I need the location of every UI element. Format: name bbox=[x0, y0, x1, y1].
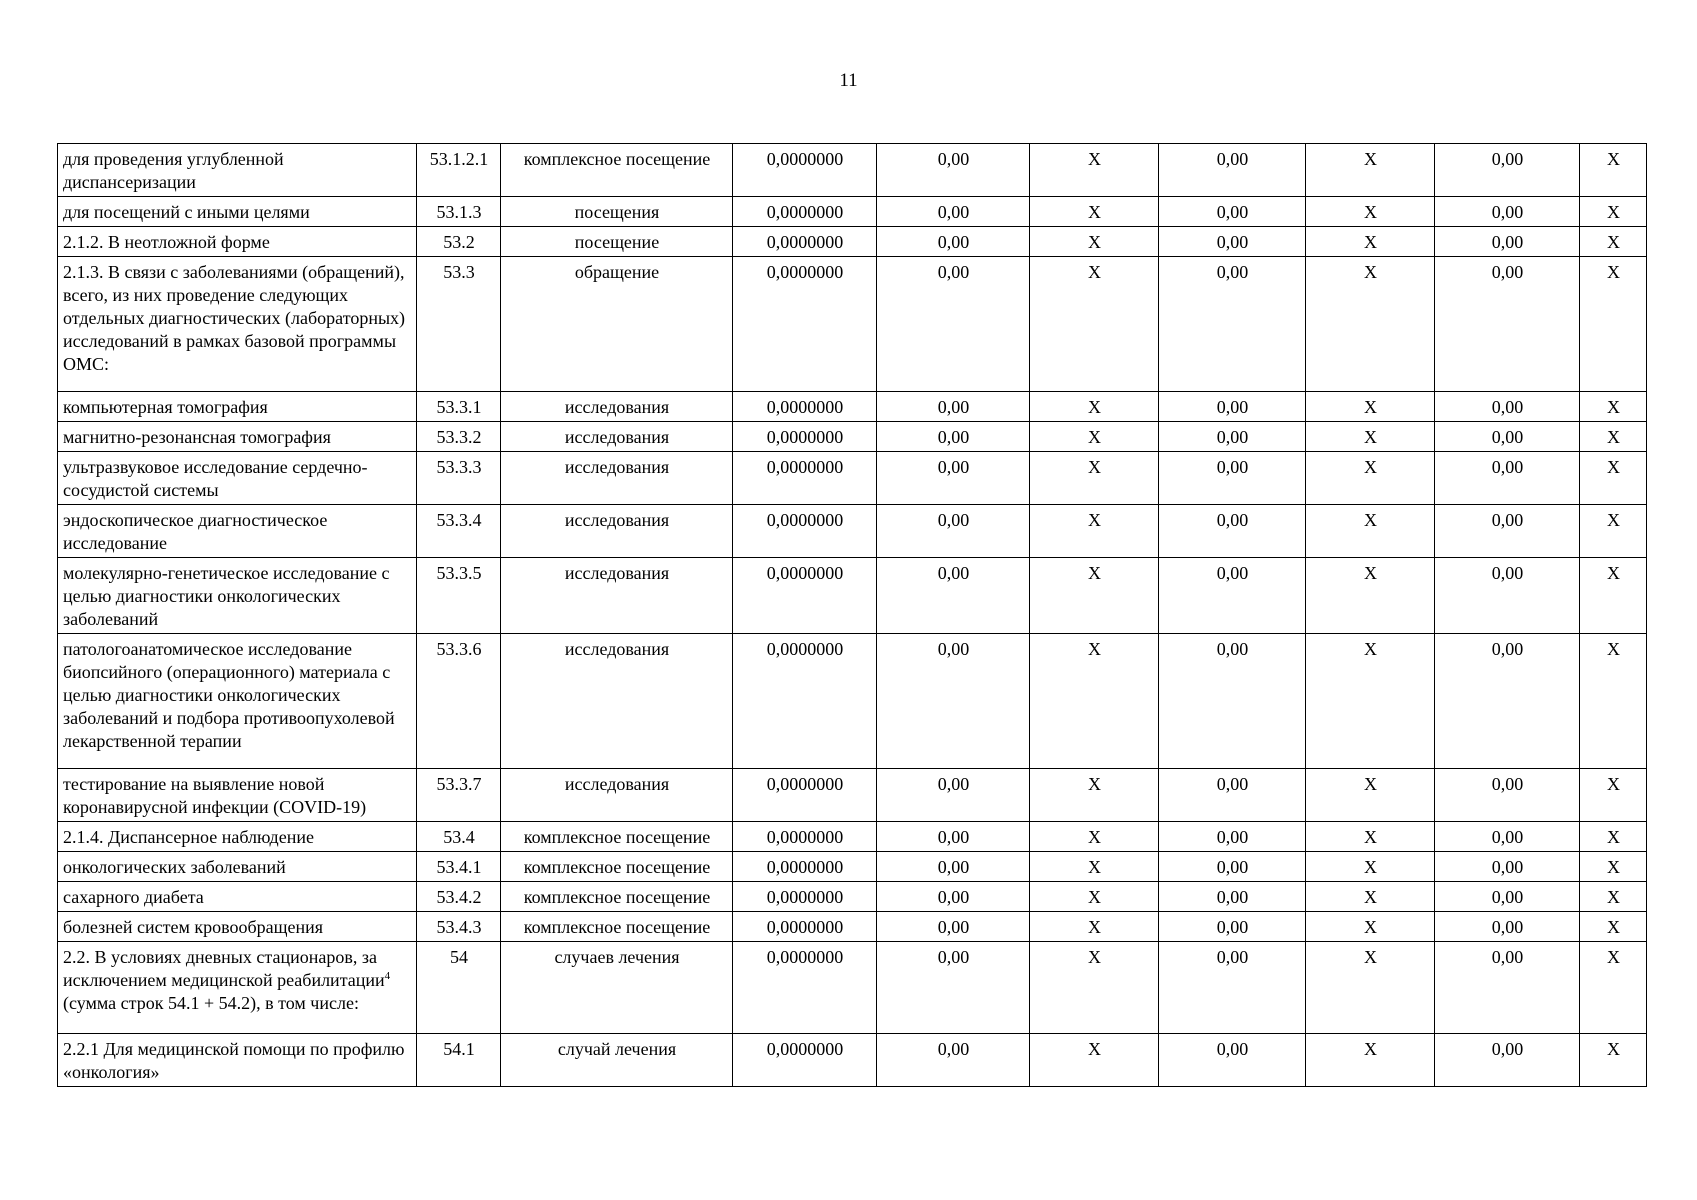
row-code-cell: 53.3.5 bbox=[417, 558, 501, 634]
row-name-cell: для проведения углубленной диспансеризации bbox=[58, 144, 417, 197]
row-unit-cell: случаев лечения bbox=[501, 942, 733, 1034]
row-x-cell: Х bbox=[1580, 822, 1647, 852]
row-value-cell: 0,0000000 bbox=[733, 144, 877, 197]
row-x-cell: Х bbox=[1306, 227, 1435, 257]
row-x-cell: Х bbox=[1580, 392, 1647, 422]
row-unit-cell: исследования bbox=[501, 505, 733, 558]
row-unit-cell: исследования bbox=[501, 769, 733, 822]
row-x-cell: Х bbox=[1306, 144, 1435, 197]
row-name-cell: болезней систем кровообращения bbox=[58, 912, 417, 942]
row-value-cell: 0,00 bbox=[877, 1034, 1030, 1087]
row-name-text-tail: (сумма строк 54.1 + 54.2), в том числе: bbox=[63, 993, 359, 1013]
row-x-cell: Х bbox=[1580, 882, 1647, 912]
row-value-cell: 0,00 bbox=[877, 852, 1030, 882]
row-code-cell: 53.3.1 bbox=[417, 392, 501, 422]
row-x-cell: Х bbox=[1030, 634, 1159, 769]
row-unit-cell: случай лечения bbox=[501, 1034, 733, 1087]
row-value-cell: 0,00 bbox=[877, 769, 1030, 822]
row-x-cell: Х bbox=[1030, 505, 1159, 558]
row-value-cell: 0,0000000 bbox=[733, 227, 877, 257]
row-name-cell: тестирование на выявление новой коронавирусной инфекции (COVID-19) bbox=[58, 769, 417, 822]
row-x-cell: Х bbox=[1030, 1034, 1159, 1087]
row-value-cell: 0,0000000 bbox=[733, 197, 877, 227]
table-row bbox=[58, 392, 1647, 422]
table-row bbox=[58, 257, 1647, 392]
row-unit-cell: посещение bbox=[501, 227, 733, 257]
row-value-cell: 0,00 bbox=[1159, 505, 1306, 558]
row-unit-cell: посещения bbox=[501, 197, 733, 227]
row-name-cell: сахарного диабета bbox=[58, 882, 417, 912]
row-code-cell: 53.1.2.1 bbox=[417, 144, 501, 197]
row-value-cell: 0,00 bbox=[1159, 1034, 1306, 1087]
row-name-cell: 2.1.4. Диспансерное наблюдение bbox=[58, 822, 417, 852]
row-value-cell: 0,00 bbox=[1159, 257, 1306, 392]
row-name-cell bbox=[58, 942, 417, 1034]
table-row bbox=[58, 852, 1647, 882]
row-x-cell: Х bbox=[1580, 634, 1647, 769]
row-value-cell: 0,00 bbox=[1159, 882, 1306, 912]
row-value-cell: 0,00 bbox=[1159, 227, 1306, 257]
table-row bbox=[58, 822, 1647, 852]
data-table bbox=[57, 143, 1647, 1087]
page-number: 11 bbox=[839, 70, 858, 91]
row-x-cell: Х bbox=[1580, 257, 1647, 392]
row-unit-cell: исследования bbox=[501, 392, 733, 422]
row-x-cell: Х bbox=[1306, 634, 1435, 769]
row-unit-cell: исследования bbox=[501, 558, 733, 634]
row-code-cell: 53.3 bbox=[417, 257, 501, 392]
row-value-cell: 0,00 bbox=[877, 227, 1030, 257]
row-x-cell: Х bbox=[1580, 197, 1647, 227]
row-x-cell: Х bbox=[1306, 912, 1435, 942]
row-value-cell: 0,00 bbox=[1159, 144, 1306, 197]
row-x-cell: Х bbox=[1580, 422, 1647, 452]
row-x-cell: Х bbox=[1306, 769, 1435, 822]
row-value-cell: 0,00 bbox=[1435, 558, 1580, 634]
footnote-marker: 4 bbox=[384, 970, 391, 982]
row-value-cell: 0,0000000 bbox=[733, 422, 877, 452]
row-code-cell: 54 bbox=[417, 942, 501, 1034]
row-unit-cell: исследования bbox=[501, 422, 733, 452]
row-x-cell: Х bbox=[1030, 882, 1159, 912]
row-value-cell: 0,00 bbox=[1159, 558, 1306, 634]
row-value-cell: 0,00 bbox=[1159, 769, 1306, 822]
row-x-cell: Х bbox=[1306, 882, 1435, 912]
row-value-cell: 0,0000000 bbox=[733, 852, 877, 882]
row-value-cell: 0,0000000 bbox=[733, 257, 877, 392]
row-value-cell: 0,0000000 bbox=[733, 882, 877, 912]
row-x-cell: Х bbox=[1580, 144, 1647, 197]
row-x-cell: Х bbox=[1306, 1034, 1435, 1087]
table-row bbox=[58, 942, 1647, 1034]
row-value-cell: 0,00 bbox=[877, 197, 1030, 227]
row-x-cell: Х bbox=[1030, 197, 1159, 227]
row-value-cell: 0,00 bbox=[877, 422, 1030, 452]
row-value-cell: 0,00 bbox=[1435, 942, 1580, 1034]
row-name-cell: ультразвуковое исследование сердечно-сосудистой системы bbox=[58, 452, 417, 505]
row-value-cell: 0,00 bbox=[877, 144, 1030, 197]
table-row bbox=[58, 227, 1647, 257]
row-value-cell: 0,00 bbox=[1435, 912, 1580, 942]
row-x-cell: Х bbox=[1306, 197, 1435, 227]
row-code-cell: 53.4.1 bbox=[417, 852, 501, 882]
row-value-cell: 0,0000000 bbox=[733, 558, 877, 634]
row-value-cell: 0,00 bbox=[877, 392, 1030, 422]
row-x-cell: Х bbox=[1306, 852, 1435, 882]
row-x-cell: Х bbox=[1030, 452, 1159, 505]
row-x-cell: Х bbox=[1030, 852, 1159, 882]
row-x-cell: Х bbox=[1580, 769, 1647, 822]
row-x-cell: Х bbox=[1030, 822, 1159, 852]
row-value-cell: 0,00 bbox=[1435, 882, 1580, 912]
table-row bbox=[58, 197, 1647, 227]
table-body bbox=[58, 144, 1647, 1087]
row-x-cell: Х bbox=[1030, 422, 1159, 452]
row-value-cell: 0,00 bbox=[877, 558, 1030, 634]
row-unit-cell: исследования bbox=[501, 634, 733, 769]
row-value-cell: 0,00 bbox=[1159, 852, 1306, 882]
row-name-cell: магнитно-резонансная томография bbox=[58, 422, 417, 452]
row-code-cell: 53.4.2 bbox=[417, 882, 501, 912]
row-code-cell: 53.4 bbox=[417, 822, 501, 852]
row-x-cell: Х bbox=[1306, 558, 1435, 634]
row-x-cell: Х bbox=[1030, 227, 1159, 257]
row-x-cell: Х bbox=[1030, 257, 1159, 392]
table-row bbox=[58, 505, 1647, 558]
row-x-cell: Х bbox=[1030, 912, 1159, 942]
row-x-cell: Х bbox=[1306, 942, 1435, 1034]
row-value-cell: 0,00 bbox=[877, 505, 1030, 558]
row-x-cell: Х bbox=[1580, 1034, 1647, 1087]
row-code-cell: 53.3.3 bbox=[417, 452, 501, 505]
row-name-cell: молекулярно-генетическое исследование с целью диагностики онкологических заболеваний bbox=[58, 558, 417, 634]
row-unit-cell: комплексное посещение bbox=[501, 822, 733, 852]
row-unit-cell: обращение bbox=[501, 257, 733, 392]
row-name-cell: патологоанатомическое исследование биопсийного (операционного) материала с целью диагностики онкологических заболеваний и подбора противоопухолевой лекарственной терапии bbox=[58, 634, 417, 769]
row-value-cell: 0,0000000 bbox=[733, 505, 877, 558]
row-value-cell: 0,00 bbox=[877, 882, 1030, 912]
row-value-cell: 0,00 bbox=[1435, 144, 1580, 197]
row-name-cell: 2.2.1 Для медицинской помощи по профилю «онкология» bbox=[58, 1034, 417, 1087]
row-value-cell: 0,00 bbox=[877, 452, 1030, 505]
row-value-cell: 0,00 bbox=[1159, 392, 1306, 422]
row-name-cell: для посещений с иными целями bbox=[58, 197, 417, 227]
row-value-cell: 0,00 bbox=[1159, 197, 1306, 227]
row-value-cell: 0,00 bbox=[877, 942, 1030, 1034]
row-code-cell: 53.3.6 bbox=[417, 634, 501, 769]
row-value-cell: 0,00 bbox=[1435, 1034, 1580, 1087]
row-value-cell: 0,00 bbox=[1435, 769, 1580, 822]
row-x-cell: Х bbox=[1580, 852, 1647, 882]
row-value-cell: 0,00 bbox=[1435, 452, 1580, 505]
row-value-cell: 0,0000000 bbox=[733, 1034, 877, 1087]
table-row bbox=[58, 769, 1647, 822]
row-value-cell: 0,00 bbox=[1435, 634, 1580, 769]
row-x-cell: Х bbox=[1306, 392, 1435, 422]
row-value-cell: 0,0000000 bbox=[733, 769, 877, 822]
row-x-cell: Х bbox=[1580, 227, 1647, 257]
row-unit-cell: комплексное посещение bbox=[501, 912, 733, 942]
row-code-cell: 53.2 bbox=[417, 227, 501, 257]
row-x-cell: Х bbox=[1306, 257, 1435, 392]
row-value-cell: 0,00 bbox=[1435, 257, 1580, 392]
row-name-cell: онкологических заболеваний bbox=[58, 852, 417, 882]
row-code-cell: 54.1 bbox=[417, 1034, 501, 1087]
row-x-cell: Х bbox=[1580, 912, 1647, 942]
row-value-cell: 0,00 bbox=[877, 634, 1030, 769]
row-value-cell: 0,00 bbox=[1435, 227, 1580, 257]
row-value-cell: 0,00 bbox=[877, 257, 1030, 392]
row-value-cell: 0,00 bbox=[1159, 452, 1306, 505]
table-row bbox=[58, 452, 1647, 505]
row-value-cell: 0,0000000 bbox=[733, 392, 877, 422]
row-value-cell: 0,00 bbox=[1435, 505, 1580, 558]
table-row bbox=[58, 912, 1647, 942]
row-value-cell: 0,00 bbox=[1435, 197, 1580, 227]
row-name-cell: 2.1.2. В неотложной форме bbox=[58, 227, 417, 257]
row-x-cell: Х bbox=[1580, 558, 1647, 634]
row-value-cell: 0,00 bbox=[1159, 634, 1306, 769]
row-value-cell: 0,00 bbox=[1159, 912, 1306, 942]
row-name-cell: эндоскопическое диагностическое исследование bbox=[58, 505, 417, 558]
row-value-cell: 0,0000000 bbox=[733, 912, 877, 942]
row-unit-cell: комплексное посещение bbox=[501, 144, 733, 197]
row-unit-cell: комплексное посещение bbox=[501, 852, 733, 882]
table-row bbox=[58, 634, 1647, 769]
row-x-cell: Х bbox=[1030, 144, 1159, 197]
row-x-cell: Х bbox=[1580, 452, 1647, 505]
row-x-cell: Х bbox=[1580, 505, 1647, 558]
row-value-cell: 0,00 bbox=[1435, 822, 1580, 852]
row-value-cell: 0,00 bbox=[1159, 822, 1306, 852]
row-value-cell: 0,0000000 bbox=[733, 452, 877, 505]
row-code-cell: 53.3.2 bbox=[417, 422, 501, 452]
row-x-cell: Х bbox=[1306, 422, 1435, 452]
row-x-cell: Х bbox=[1306, 505, 1435, 558]
row-code-cell: 53.4.3 bbox=[417, 912, 501, 942]
row-value-cell: 0,0000000 bbox=[733, 822, 877, 852]
row-code-cell: 53.1.3 bbox=[417, 197, 501, 227]
table-row bbox=[58, 558, 1647, 634]
row-value-cell: 0,00 bbox=[1159, 422, 1306, 452]
table-row bbox=[58, 144, 1647, 197]
row-unit-cell: комплексное посещение bbox=[501, 882, 733, 912]
row-name-cell: компьютерная томография bbox=[58, 392, 417, 422]
row-value-cell: 0,00 bbox=[877, 822, 1030, 852]
row-code-cell: 53.3.4 bbox=[417, 505, 501, 558]
row-unit-cell: исследования bbox=[501, 452, 733, 505]
table-row bbox=[58, 882, 1647, 912]
table-row bbox=[58, 1034, 1647, 1087]
row-x-cell: Х bbox=[1030, 558, 1159, 634]
row-x-cell: Х bbox=[1306, 822, 1435, 852]
row-value-cell: 0,00 bbox=[1159, 942, 1306, 1034]
row-name-text: 2.2. В условиях дневных стационаров, за исключением медицинской реабилитации bbox=[63, 947, 385, 990]
row-name-cell: 2.1.3. В связи с заболеваниями (обращений), всего, из них проведение следующих отдельных диагностических (лабораторных) исследований в рамках базовой программы ОМС: bbox=[58, 257, 417, 392]
row-value-cell: 0,00 bbox=[1435, 852, 1580, 882]
row-x-cell: Х bbox=[1306, 452, 1435, 505]
row-code-cell: 53.3.7 bbox=[417, 769, 501, 822]
row-value-cell: 0,00 bbox=[1435, 392, 1580, 422]
row-x-cell: Х bbox=[1030, 942, 1159, 1034]
row-x-cell: Х bbox=[1030, 392, 1159, 422]
row-x-cell: Х bbox=[1030, 769, 1159, 822]
row-value-cell: 0,00 bbox=[877, 912, 1030, 942]
row-x-cell: Х bbox=[1580, 942, 1647, 1034]
row-value-cell: 0,0000000 bbox=[733, 634, 877, 769]
row-value-cell: 0,00 bbox=[1435, 422, 1580, 452]
table-row bbox=[58, 422, 1647, 452]
row-value-cell: 0,0000000 bbox=[733, 942, 877, 1034]
